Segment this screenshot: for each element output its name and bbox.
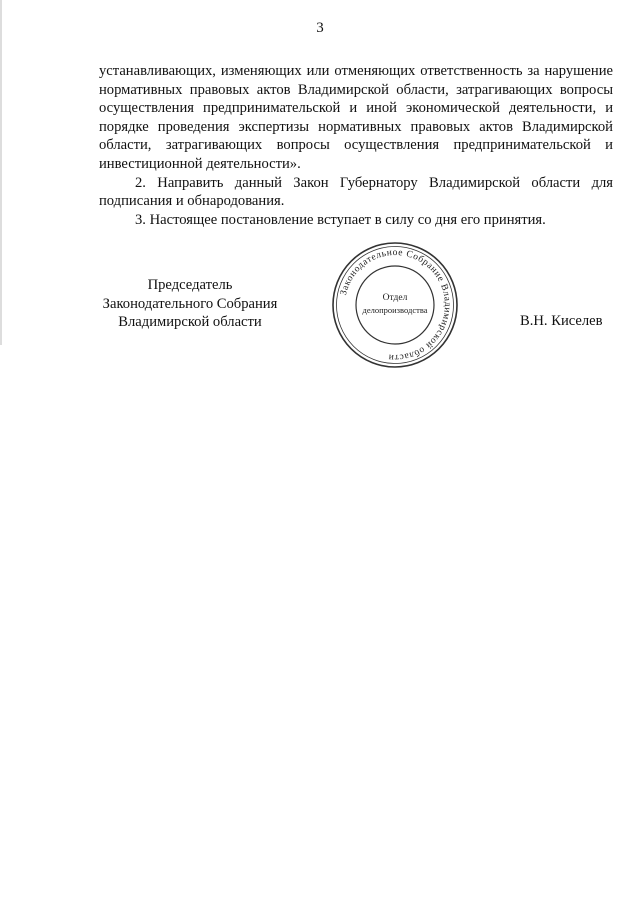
paragraph-continuation: устанавливающих, изменяющих или отменяющих ответственность за нарушение нормативных правовых актов Владимирской области, затрагивающих вопросы осуществления предпринимательской и иной экономической деятельности, и порядке проведения экспертизы нормативных правовых актов Владимирской области, затрагивающих вопросы осуществления предпринимательской и инвестиционной деятельности». [99,63,613,172]
paragraph-item-3: 3. Настоящее постановление вступает в силу со дня его принятия. [135,211,546,228]
signatory-title [95,276,285,332]
document-body [99,62,613,229]
scan-edge-mark [0,0,2,345]
signatory-title-line-2: Законодательного Собрания [102,295,278,312]
seal-outer-text: Законодательное Собрание Владимирской области [339,247,453,363]
seal-inner-line-1: Отдел [382,293,408,303]
paragraph-item-2: 2. Направить данный Закон Губернатору Владимирской области для подписания и обнародования. [99,174,613,210]
page-number: 3 [316,20,324,36]
seal-inner-line-2: делопроизводства [362,305,428,315]
signatory-name: В.Н. Киселев [520,313,603,329]
signatory-title-line-3: Владимирской области [118,314,262,331]
signatory-title-line-1: Председатель [147,277,233,293]
official-seal-stamp [330,240,460,370]
